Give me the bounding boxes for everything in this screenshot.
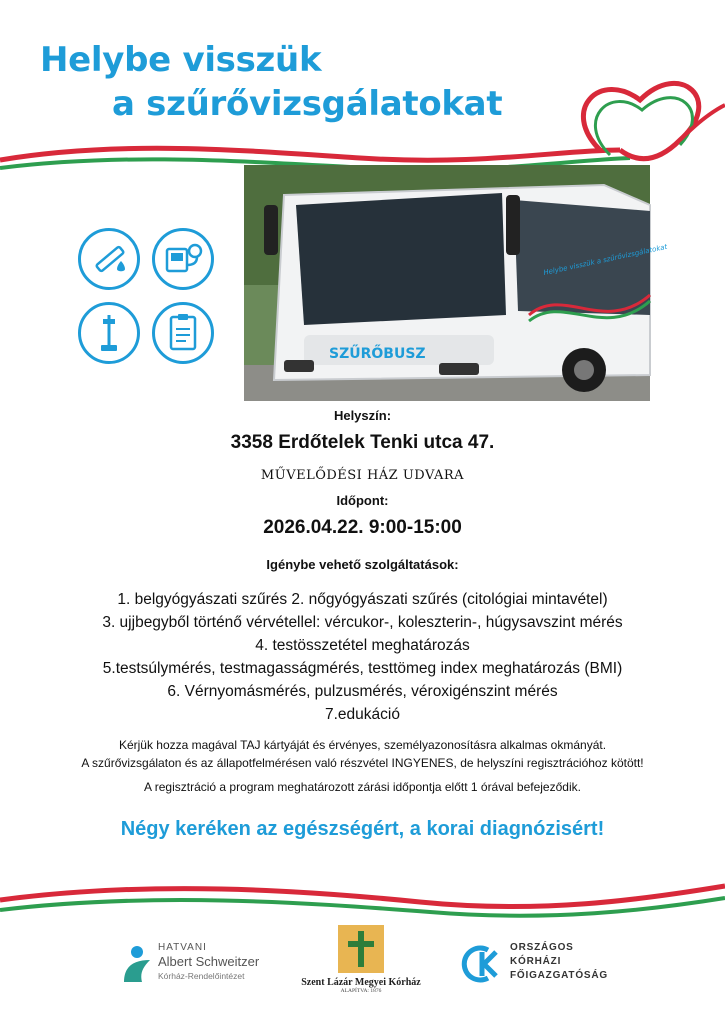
time-label: Időpont: <box>336 493 389 508</box>
note-line-1: Kérjük hozza magával TAJ kártyáját és érvényes, személyazonosításra alkalmas okmányát. <box>118 738 607 752</box>
services-label: Igénybe vehető szolgáltatások: <box>266 557 459 572</box>
test-strip-icon <box>78 228 140 290</box>
slogan: Négy keréken az egészségért, a korai diagnózisért! <box>120 818 605 840</box>
szent-lazar-founded: ALAPÍTVA: 1876 <box>340 988 382 994</box>
szent-lazar-emblem-icon <box>338 925 384 973</box>
hatvani-line-3: Kórház-Rendelőintézet <box>158 971 245 981</box>
hatvani-logo <box>120 940 280 990</box>
notes <box>0 736 725 796</box>
address: 3358 Erdőtelek Tenki utca 47. <box>230 432 495 453</box>
hatvani-line-2: Albert Schweitzer <box>158 954 260 969</box>
clipboard-icon <box>152 302 214 364</box>
bus-side-script: Helybe visszük a szűrővizsgálatokat <box>542 242 668 277</box>
szent-lazar-name: Szent Lázár Megyei Kórház <box>301 977 421 988</box>
note-line-2: A szűrővizsgálaton és az állapotfelmérésen való részvétel INGYENES, de helyszíni regisztrációhoz kötött! <box>81 756 644 770</box>
bus-photo <box>244 165 668 401</box>
service-item: 3. ujjbegyből történő vérvétellel: vércukor-, koleszterin-, húgysavszint mérés <box>102 614 623 631</box>
service-item: 6. Vérnyomásmérés, pulzusmérés, véroxigénszint mérés <box>167 683 558 700</box>
service-item: 7.edukáció <box>325 706 400 723</box>
okfo-line-3: FŐIGAZGATÓSÁG <box>510 970 608 981</box>
service-item: 5.testsúlymérés, testmagasságmérés, testtömeg index meghatározás (BMI) <box>102 660 623 677</box>
venue: MŰVELŐDÉSI HÁZ UDVARA <box>260 468 465 483</box>
service-icons <box>78 228 218 368</box>
page-title <box>40 38 502 126</box>
services-list <box>0 588 725 726</box>
location-label: Helyszín: <box>333 408 392 423</box>
hatvani-line-1: HATVANI <box>158 942 207 953</box>
hatvani-logo-icon <box>120 942 154 982</box>
okfo-logo-icon <box>458 942 502 986</box>
blood-pressure-monitor-icon <box>152 228 214 290</box>
event-datetime: 2026.04.22. 9:00-15:00 <box>263 517 462 538</box>
service-item: 1. belgyógyászati szűrés 2. nőgyógyászati szűrés (citológiai mintavétel) <box>117 591 608 608</box>
szent-lazar-logo <box>286 925 436 1005</box>
title-line-2: a szűrővizsgálatokat <box>112 84 503 124</box>
bus-side-text: SZŰRŐBUSZ <box>329 346 426 362</box>
okfo-line-2: KÓRHÁZI <box>510 956 562 967</box>
okfo-logo <box>458 942 618 988</box>
title-line-1: Helybe visszük <box>40 40 322 80</box>
note-line-3: A regisztráció a program meghatározott zárási időpontja előtt 1 órával befejeződik. <box>144 780 581 794</box>
bottom-ribbon <box>0 870 725 930</box>
okfo-line-1: ORSZÁGOS <box>510 942 574 953</box>
service-item: 4. testösszetétel meghatározás <box>255 637 470 654</box>
scale-height-icon <box>78 302 140 364</box>
bus-illustration <box>244 165 668 401</box>
